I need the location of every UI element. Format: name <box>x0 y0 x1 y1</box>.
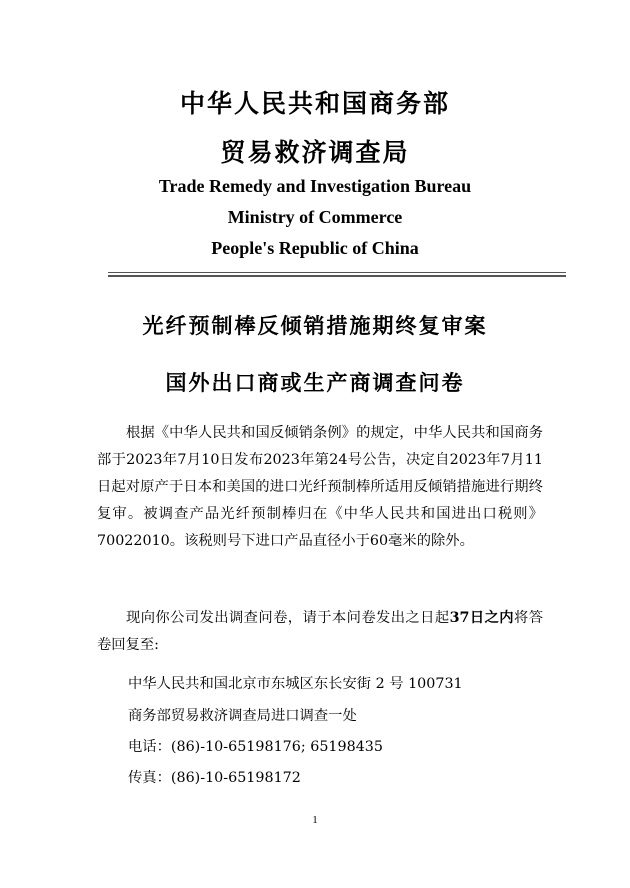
intro-paragraph: 根据《中华人民共和国反倾销条例》的规定，中华人民共和国商务部于2023年7月10日发布2023年第24号公告，决定自2023年7月11日起对原产于日本和美国的进口光纤预制棒所适用反倾销措施进行期终复审。被调查产品光纤预制棒归在《中华人民共和国进出口税则》70022010。该税则号下进口产品直径小于60毫米的除外。 <box>97 425 543 549</box>
request-paragraph <box>97 605 543 659</box>
header-rule-thick <box>108 275 566 277</box>
request-text-before: 现向你公司发出调查问卷，请于本问卷发出之日起 <box>126 610 450 626</box>
bureau-title-cn: 贸易救济调查局 <box>220 138 410 167</box>
page-number: 1 <box>312 814 318 826</box>
contact-fax: 传真：(86)-10-65198172 <box>128 770 301 786</box>
contact-address: 中华人民共和国北京市东城区东长安街 2 号 100731 <box>128 676 463 692</box>
ministry-title-en: Ministry of Commerce <box>227 207 403 227</box>
deadline-emphasis: 37日之内 <box>449 610 514 626</box>
country-title-en: People's Republic of China <box>211 238 419 258</box>
request-text-after: 将答卷回复至: <box>97 610 544 653</box>
bureau-title-en: Trade Remedy and Investigation Bureau <box>158 176 472 196</box>
ministry-title-cn: 中华人民共和国商务部 <box>179 89 450 118</box>
contact-phone: 电话：(86)-10-65198176; 65198435 <box>128 739 383 755</box>
contact-office: 商务部贸易救济调查局进口调查一处 <box>128 708 357 724</box>
header-rule-thin <box>108 272 566 273</box>
questionnaire-title: 国外出口商或生产商调查问卷 <box>165 370 465 395</box>
case-title: 光纤预制棒反倾销措施期终复审案 <box>142 313 488 338</box>
